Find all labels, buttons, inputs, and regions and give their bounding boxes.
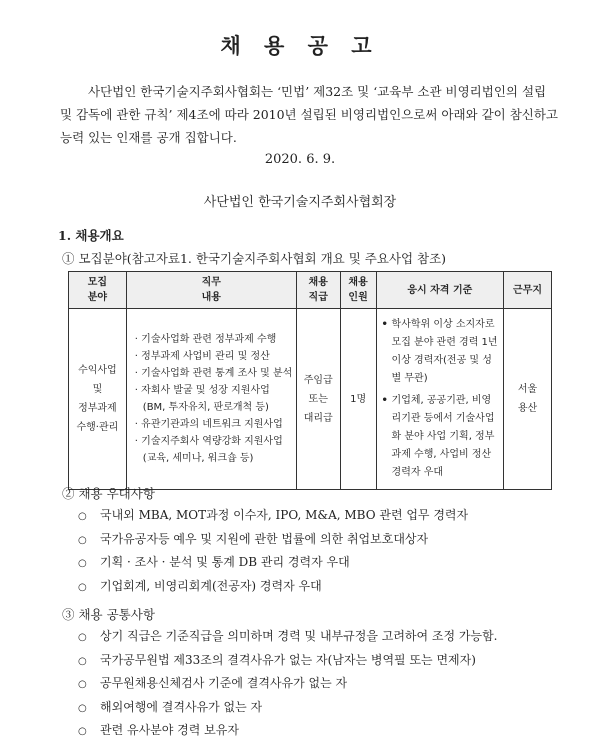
subsection-recruitment-field: ① 모집분야(참고자료1. 한국기술지주회사협회 개요 및 주요사업 참조) xyxy=(62,251,447,266)
page-title: 채 용 공 고 xyxy=(220,34,380,58)
qualification-item: • 학사학위 이상 소지자로 모집 분야 관련 경력 1년 이상 경력자(전공 및 성별 무관) xyxy=(380,316,501,388)
intro-text: 사단법인 한국기술지주회사협회는 ‘민법’ 제32조 및 ‘교육부 소관 비영리법인의 설립 및 감독에 관한 규칙’ 제4조에 따라 2010년 설립된 비영리법인으로써 아래와 같이 참신하고 능력 있는 인재를 공개 집합니다. xyxy=(60,84,558,145)
table-row xyxy=(69,309,552,490)
duty-item: · 유관기관과의 네트워크 지원사업 xyxy=(134,419,283,430)
list-item: ○ 국가공무원법 제33조의 결격사유가 없는 자(남자는 병역필 또는 면제자) xyxy=(78,652,476,667)
announcement-date: 2020. 6. 9. xyxy=(264,152,336,167)
list-item: ○ 공무원채용신체검사 기준에 결격사유가 없는 자 xyxy=(78,676,348,690)
section-heading: 1. 채용개요 xyxy=(58,228,124,243)
cell-count: 1명 xyxy=(340,309,376,490)
duty-item: · 정부과제 사업비 관리 및 정산 xyxy=(134,351,270,362)
subsection-preferences: ② 채용 우대사항 xyxy=(62,486,155,501)
subsection-common-requirements: ③ 채용 공통사항 xyxy=(62,607,155,622)
duty-item: · 기술사업화 관련 통계 조사 및 분석 xyxy=(134,368,293,379)
qualification-item: • 기업체, 공공기관, 비영리기관 등에서 기술사업화 분야 사업 기획, 정부과제 수행, 사업비 정산 경력자 우대 xyxy=(380,392,501,482)
recruitment-table xyxy=(68,271,552,490)
common-requirements-list xyxy=(78,625,498,743)
list-item: ○ 관련 유사분야 경력 보유자 xyxy=(78,723,239,737)
preferences-list xyxy=(78,504,468,598)
header-qualification: 응시 자격 기준 xyxy=(376,272,504,309)
list-item: ○ 기업회계, 비영리회계(전공자) 경력자 우대 xyxy=(78,578,322,593)
list-item: ○ 기획 · 조사 · 분석 및 통계 DB 관리 경력자 우대 xyxy=(78,555,350,569)
header-field: 모집 분야 xyxy=(69,272,127,309)
header-location: 근무지 xyxy=(504,272,552,309)
header-count: 채용 인원 xyxy=(340,272,376,309)
duty-item: · 기술지주회사 역량강화 지원사업 xyxy=(134,436,283,447)
table-header-row xyxy=(69,272,552,309)
organization-signature: 사단법인 한국기술지주회사협회장 xyxy=(203,195,397,210)
cell-field: 수익사업 및 정부과제 수행·관리 xyxy=(69,309,127,490)
intro-paragraph xyxy=(60,80,560,149)
header-duty: 직무 내용 xyxy=(126,272,296,309)
list-item: ○ 해외여행에 결격사유가 없는 자 xyxy=(78,699,263,714)
cell-location: 서울 용산 xyxy=(504,309,552,490)
list-item: ○ 국내외 MBA, MOT과정 이수자, IPO, M&A, MBO 관련 업무 경력자 xyxy=(78,508,469,522)
cell-qualifications xyxy=(376,309,504,490)
duty-item: · 자회사 발굴 및 성장 지원사업 xyxy=(134,385,270,396)
duty-item: (교육, 세미나, 워크숍 등) xyxy=(142,453,254,464)
duty-item: · 기술사업화 관련 정부과제 수행 xyxy=(134,334,277,345)
header-rank: 채용 직급 xyxy=(296,272,340,309)
cell-duties xyxy=(126,309,296,490)
duty-item: (BM, 투자유치, 판로개척 등) xyxy=(142,402,269,413)
list-item: ○ 상기 직급은 기준직급을 의미하며 경력 및 내부규정을 고려하여 조정 가능함. xyxy=(78,629,498,643)
cell-rank: 주임급 또는 대리급 xyxy=(296,309,340,490)
list-item: ○ 국가유공자등 예우 및 지원에 관한 법률에 의한 취업보호대상자 xyxy=(78,531,429,546)
